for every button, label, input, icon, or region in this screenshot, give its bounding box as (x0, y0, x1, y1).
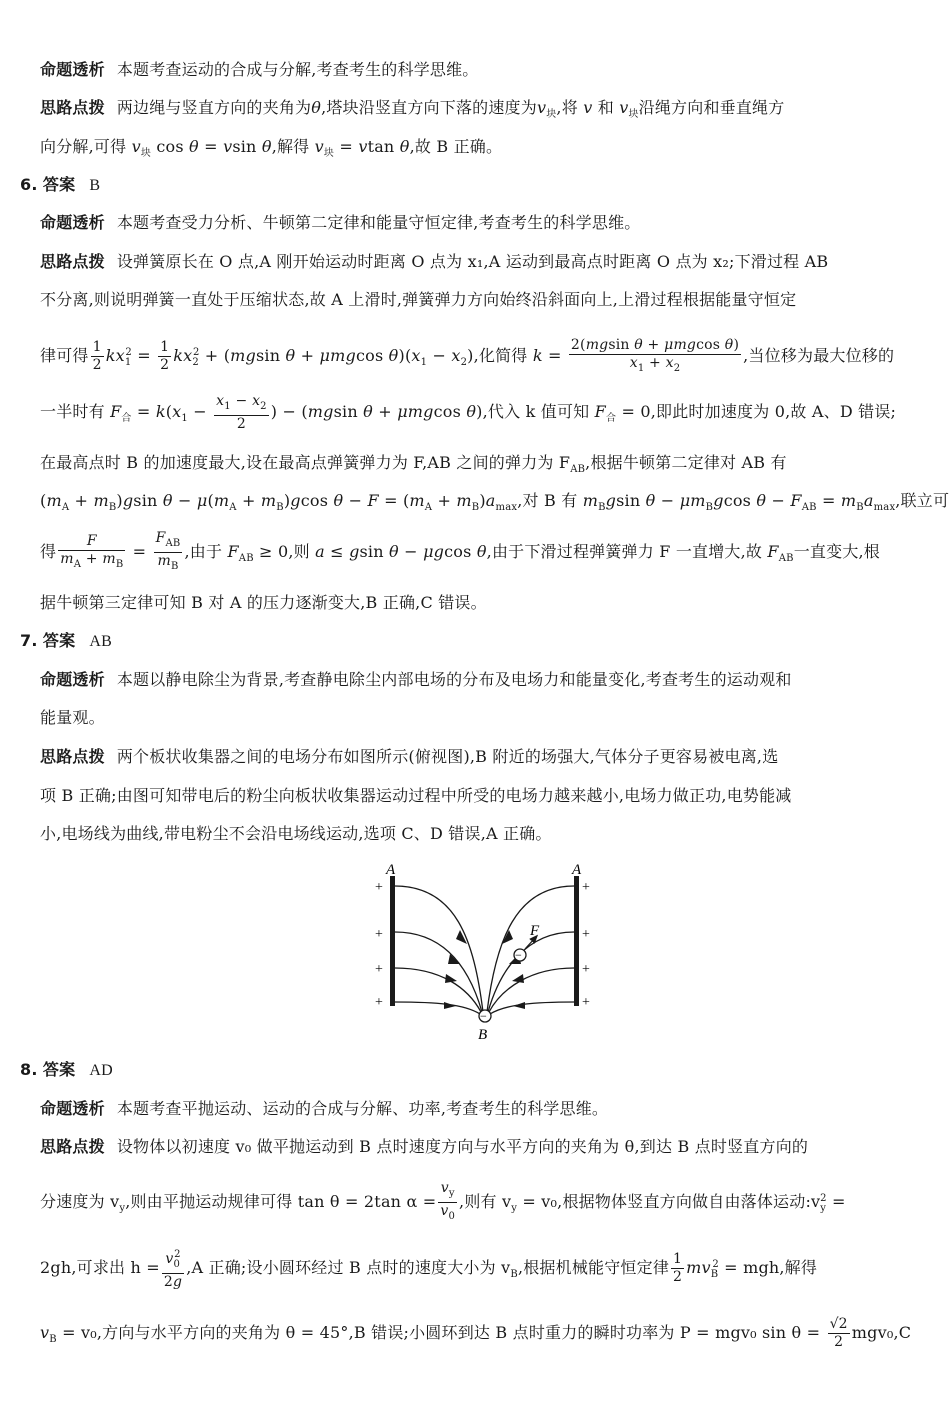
thinking-tag: 思路点拨 (40, 98, 105, 117)
q5-analysis-line (40, 57, 479, 83)
plus-sign: + (582, 995, 590, 1010)
q6-thinking-line-1: 思路点拨 设弹簧原长在 O 点,A 刚开始运动时距离 O 点为 x₁,A 运动到最高点时距离 O 点为 x₂;下滑过程 AB (40, 252, 829, 271)
plus-sign: + (375, 880, 383, 895)
force-label: F (530, 923, 540, 939)
q6-number: 6. (20, 175, 38, 194)
q7-thinking-line-2: 项 B 正确;由图可知带电后的粉尘向板状收集器运动过程中所受的电场力越来越小,电场力做正功,电势能减 (40, 786, 792, 805)
q8-analysis-line: 命题透析 本题考查平抛运动、运动的合成与分解、功率,考查考生的科学思维。 (40, 1099, 609, 1118)
arrowhead (444, 1002, 456, 1009)
field-line (488, 932, 574, 1012)
plus-sign: + (582, 927, 590, 942)
analysis-tag: 命题透析 (40, 60, 105, 79)
q5-analysis-text: 本题考查运动的合成与分解,考查考生的科学思维。 (116, 60, 479, 79)
q8-answer: AD (89, 1062, 113, 1079)
arrowhead (513, 1002, 525, 1009)
particle-minus: − (515, 948, 522, 962)
answer-tag: 答案 (42, 175, 76, 194)
left-plate (390, 876, 395, 1006)
q8-thinking-line-4: $v_B = v_0$,方向与水平方向的夹角为 θ = 45°,B 错误;小圆环到达 B 点时重力的瞬时功率为 P = mgv₀ sin θ = $\frac{√2}{2}$ mgv₀,C (40, 1316, 912, 1350)
right-plate (574, 876, 579, 1006)
electric-field-figure (366, 860, 606, 1045)
q8-thinking-line-2: 分速度为 $v_y$,则由平抛运动规律可得 tan θ = 2tan α = $\frac{v_y}{v_0}$ ,则有 $v_y = v_0$,根据物体竖直方向做自由落体运动$:v_y^2$ = (40, 1180, 846, 1222)
center-minus: − (480, 1009, 487, 1023)
arrowhead (445, 974, 457, 983)
arrowhead (512, 974, 524, 983)
q7-thinking-line-1: 思路点拨 两个板状收集器之间的电场分布如图所示(俯视图),B 附近的场强大,气体分子更容易被电离,选 (40, 747, 779, 766)
q7-analysis-line-2: 能量观。 (40, 708, 105, 727)
q6-thinking-line-6: $(m_A + m_B)gsin$ $\theta - \mu(m_A + m_B)gcos$ $\theta - F = (m_A + m_B)a_{max}$,对 B 有 $m_Bgsin$ $\theta - \mu m_Bgcos$ $\theta - F_{AB} = m_Ba_{max}$,联立可 (40, 491, 950, 513)
q6-answer-line (20, 172, 100, 198)
plus-sign: + (375, 962, 383, 977)
q6-thinking-line-8: 据牛顿第三定律可知 B 对 A 的压力逐渐变大,B 正确,C 错误。 (40, 593, 487, 612)
q6-analysis-line: 命题透析 本题考查受力分析、牛顿第二定律和能量守恒定律,考查考生的科学思维。 (40, 213, 641, 232)
field-line (395, 968, 481, 1012)
q7-thinking-line-3: 小,电场线为曲线,带电粉尘不会沿电场线运动,选项 C、D 错误,A 正确。 (40, 824, 552, 843)
q8-answer-line: 8. 答案 AD (20, 1060, 113, 1079)
q6-thinking-line-2: 不分离,则说明弹簧一直处于压缩状态,故 A 上滑时,弹簧弹力方向始终沿斜面向上,上滑过程根据能量守恒定 (40, 290, 797, 309)
field-line (395, 886, 483, 1012)
q6-thinking-line-3: 律可得 $\frac{1}{2}$ $kx_1^2$ = $\frac{1}{2}$ $kx_2^2 + (mgsin$ θ + μmgcos $\theta)(x_1 - x_2)$,化简得 k = $\frac{\text{2(mgsin θ + μmgcos θ)}}{x_1 + x_2}$ ,当位移为最大位移的 (40, 336, 895, 374)
q5-thinking-line-2: 向分解,可得 $v_块$ cos θ = vsin θ,解得 $v_块 = vtan$ θ,故 B 正确。 (40, 137, 503, 159)
plus-sign: + (375, 927, 383, 942)
field-line (487, 886, 574, 1012)
field-line (490, 1002, 574, 1014)
q7-analysis-line-1: 命题透析 本题以静电除尘为背景,考查静电除尘内部电场的分布及电场力和能量变化,考查考生的运动观和 (40, 670, 792, 689)
q6-thinking-line-4: 一半时有 $F_合 = k(x_1$ − $\frac{x_1 - x_2}{2}$ ) − (mgsin θ + μmgcos θ),代入 k 值可知 $F_合 = 0$,即此时加速度为 0,故 A、D 错误; (40, 392, 897, 432)
center-label: B (478, 1027, 488, 1043)
plus-sign: + (582, 962, 590, 977)
field-line (395, 1002, 480, 1014)
field-line (489, 968, 574, 1012)
q6-answer: B (89, 177, 101, 194)
plus-sign: + (375, 995, 383, 1010)
arrowhead (448, 954, 460, 964)
q8-thinking-line-3: 2gh,可求出 h = $\frac{v_0^2}{2g}$ ,A 正确;设小圆环经过 B 点时的速度大小为 $v_B$,根据机械能守恒定律 $\frac{1}{2}$ $mv_B^2$ = mgh,解得 (40, 1243, 817, 1287)
q8-thinking-line-1: 思路点拨 设物体以初速度 v₀ 做平抛运动到 B 点时速度方向与水平方向的夹角为 θ,到达 B 点时竖直方向的 (40, 1137, 809, 1156)
plus-sign: + (582, 880, 590, 895)
q7-answer: AB (89, 633, 112, 650)
q6-thinking-line-5: 在最高点时 B 的加速度最大,设在最高点弹簧弹力为 F,AB 之间的弹力为 $F_{AB}$,根据牛顿第二定律对 AB 有 (40, 453, 787, 475)
q5-thinking-line-1: 思路点拨 两边绳与竖直方向的夹角为θ,塔块沿竖直方向下落的速度为$v_块$,将 v 和 $v_块$沿绳方向和垂直绳方 (40, 98, 785, 120)
right-plate-label: A (572, 862, 582, 878)
q7-answer-line: 7. 答案 AB (20, 631, 112, 650)
q6-thinking-line-7: 得 $\frac{F}{m_A + m_B}$ = $\frac{F_{AB}}{m_B}$ ,由于 $F_{AB} \ge 0$,则 a ≤ gsin θ − μgcos θ,由于下滑过程弹簧弹力 F 一直增大,故 $F_{AB}$一直变大,根 (40, 530, 881, 572)
left-plate-label: A (386, 862, 396, 878)
